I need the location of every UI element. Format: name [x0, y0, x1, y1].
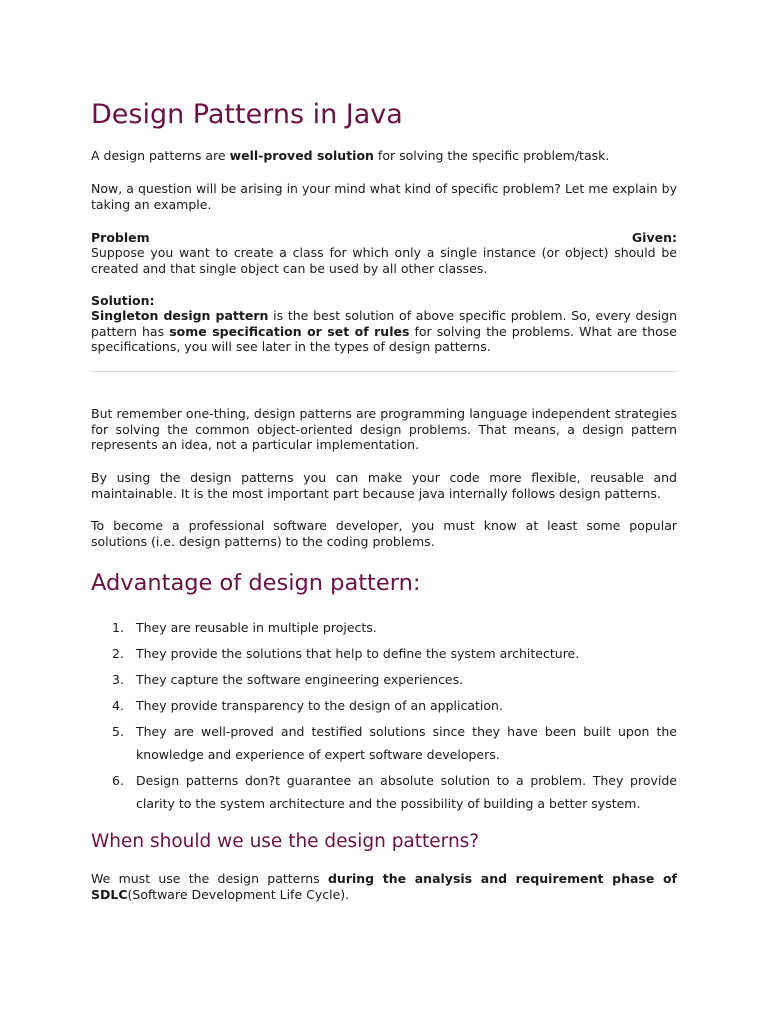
list-item [91, 642, 677, 665]
when-text-c: (Software Development Life Cycle). [127, 886, 350, 902]
professional-paragraph: To become a professional software developer, you must know at least some popular solutions (i.e. design patterns) to the coding problems. [91, 518, 677, 549]
section-divider [91, 371, 677, 372]
problem-text: Suppose you want to create a class for which only a single instance (or object) should be created and that single object can be used by all other classes. [91, 245, 677, 276]
list-item-number: 4. [112, 698, 124, 713]
list-item-number: 2. [112, 646, 124, 661]
solution-text-b: is the best solution of above specific problem. So, every design pattern has [91, 308, 677, 339]
list-item-text: They capture the software engineering experiences. [136, 672, 464, 687]
list-item-text: Design patterns don?t guarantee an absolute solution to a problem. They provide clarity to the system architecture and the possibility of building a better system. [136, 773, 677, 811]
intro-text-bold: well-proved solution [229, 148, 374, 163]
when-text-bold: during the analysis and requirement phase of SDLC [91, 871, 677, 902]
solution-bold-a: Singleton design pattern [91, 308, 269, 323]
list-item [91, 769, 677, 815]
list-item-text: They are reusable in multiple projects. [136, 620, 377, 635]
advantages-list [91, 616, 677, 818]
list-item-number: 3. [112, 672, 124, 687]
given-label: Given: [631, 230, 677, 245]
solution-label: Solution: [91, 293, 155, 308]
flexible-paragraph: By using the design patterns you can make your code more flexible, reusable and maintainable. It is the most important part because java internally follows design patterns. [91, 470, 677, 501]
language-independent-paragraph: But remember one-thing, design patterns are programming language independent strategies for solving the common object-oriented design problems. That means, a design pattern represents an idea, not a particular implementation. [91, 406, 677, 453]
problem-label: Problem [91, 230, 150, 245]
intro-text-c: for solving the specific problem/task. [373, 148, 610, 163]
list-item [91, 720, 677, 766]
solution-paragraph [91, 308, 677, 355]
list-item [91, 616, 677, 639]
list-item-text: They are well-proved and testified solutions since they have been built upon the knowledge and experience of expert software developers. [136, 724, 677, 762]
list-item [91, 694, 677, 717]
list-item-number: 1. [112, 620, 124, 635]
advantages-heading: Advantage of design pattern: [91, 570, 421, 596]
intro-text-a: A design patterns are [91, 148, 230, 163]
page-title: Design Patterns in Java [91, 99, 403, 130]
when-text-a: We must use the design patterns [91, 871, 328, 886]
solution-bold-c: some specification or set of rules [169, 323, 410, 339]
question-paragraph: Now, a question will be arising in your mind what kind of specific problem? Let me explain by taking an example. [91, 181, 677, 212]
list-item-text: They provide the solutions that help to define the system architecture. [136, 646, 580, 661]
when-heading: When should we use the design patterns? [91, 831, 480, 852]
intro-paragraph [91, 148, 677, 164]
solution-text-d: for solving the problems. What are those specifications, you will see later in the types of design patterns. [91, 323, 677, 355]
list-item-text: They provide transparency to the design of an application. [136, 698, 503, 713]
when-paragraph [91, 871, 677, 902]
list-item [91, 668, 677, 691]
list-item-number: 5. [112, 724, 124, 739]
problem-header [91, 230, 677, 246]
list-item-number: 6. [112, 773, 124, 788]
